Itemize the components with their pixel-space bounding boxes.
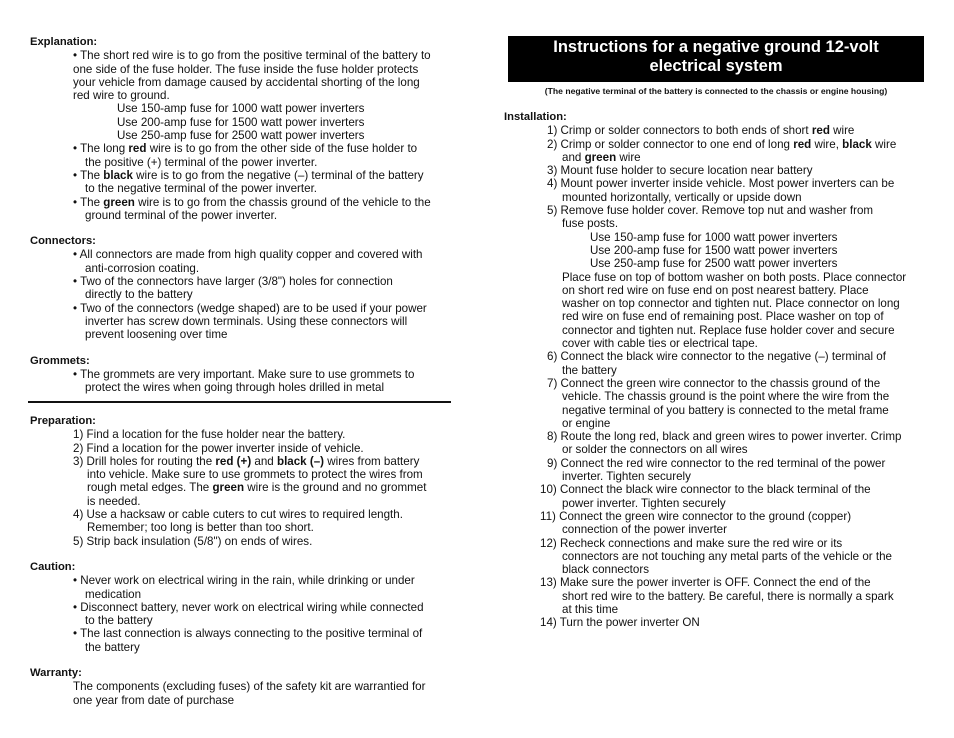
preparation-step-2: 2) Find a location for the power inverter inside of vehicle. [73,441,364,455]
install-step-3: 3) Mount fuse holder to secure location near battery [547,164,813,178]
install-step-8: 8) Route the long red, black and green wires to power inverter. Crimp or solder the connectors on all wires [547,430,902,457]
explanation-heading: Explanation: [30,36,98,48]
explanation-bullet-green: • The green wire is to go from the chassis ground of the vehicle to the ground terminal of the power inverter. [73,195,431,222]
title-subnote: (The negative terminal of the battery is connected to the chassis or engine housing) [544,86,888,96]
install-step-9: 9) Connect the red wire connector to the red terminal of the power inverter. Tighten securely [547,456,886,484]
page-title: Instructions for a negative ground 12-volt electrical system [508,36,924,82]
connectors-item-1: • All connectors are made from high quality copper and covered with anti-corrosion coating. [73,248,423,275]
connectors-item-3: • Two of the connectors (wedge shaped) are to be used if your power inverter has screw down terminals. Using these connectors will prevent loosening over time [73,301,427,342]
preparation-step-3: 3) Drill holes for routing the red (+) and black (–) wires from battery into vehicle. Make sure to use grommets to protect the wires from rough metal edges. The green wire is the ground and no grommet is needed. [73,454,427,508]
preparation-step-5: 5) Strip back insulation (5/8") on ends of wires. [73,534,313,548]
install-step-7: 7) Connect the green wire connector to the chassis ground of the vehicle. The chassis ground is the point where the wire from the negative terminal of you battery is connected to the metal frame or engine [547,376,890,430]
install-step-12: 12) Recheck connections and make sure the red wire or its connectors are not touching any metal parts of the vehicle or the black connectors [540,536,892,577]
install-step-6: 6) Connect the black wire connector to the negative (–) terminal of the battery [547,350,886,377]
grommets-item: • The grommets are very important. Make sure to use grommets to protect the wires when going through holes drilled in metal [73,367,415,395]
installation-heading: Installation: [504,111,567,123]
install-step-11: 11) Connect the green wire connector to the ground (copper) connection of the power inverter [540,509,852,537]
install-step-2: 2) Crimp or solder connector to one end of long red wire, black wire and green wire [547,137,897,164]
install-step-5-details: Place fuse on top of bottom washer on both posts. Place connector on short red wire on fuse end on post nearest battery. Place washer on top connector and tighten nut. Place connector on long red wire on fuse end of remaining post. Place washer on top of connector and tighten nut. Replace fuse holder cover and secure cover with cable ties or electrical tape. [562,270,907,351]
install-step-1: 1) Crimp or solder connectors to both ends of short red wire [547,124,855,138]
caution-item-2: • Disconnect battery, never work on electrical wiring while connected to the battery [73,600,424,628]
left-column [30,36,452,394]
caution-item-3: • The last connection is always connecting to the positive terminal of the battery [73,627,423,654]
install-step-14: 14) Turn the power inverter ON [540,616,700,630]
explanation-bullet-black: • The black wire is to go from the negative (–) terminal of the battery to the negative terminal of the power inverter. [73,168,424,196]
explanation-bullet-1: • The short red wire is to go from the positive terminal of the battery to one side of the fuse holder. The fuse inside the fuse holder protects your vehicle from damage caused by accidental shorting of the long red wire to ground. [73,49,431,103]
explanation-fuse-list: Use 150-amp fuse for 1000 watt power inverters Use 200-amp fuse for 1500 watt power inverters Use 250-amp fuse for 2500 watt power inverters [117,102,365,143]
install-step-4: 4) Mount power inverter inside vehicle. Most power inverters can be mounted horizontally, vertically or upside down [547,177,895,204]
section-divider [28,401,451,403]
caution-heading: Caution: [30,560,76,573]
install-fuse-list: Use 150-amp fuse for 1000 watt power inverters Use 200-amp fuse for 1500 watt power inverters Use 250-amp fuse for 2500 watt power inverters [590,230,838,271]
grommets-heading: Grommets: [30,354,90,367]
preparation-step-4: 4) Use a hacksaw or cable cuters to cut wires to required length. Remember; too long is better than too short. [73,508,403,535]
connectors-heading: Connectors: [30,235,96,248]
preparation-step-1: 1) Find a location for the fuse holder near the battery. [73,428,346,442]
right-column [504,111,926,630]
connectors-item-2: • Two of the connectors have larger (3/8") holes for connection directly to the battery [73,275,393,302]
preparation-heading: Preparation: [30,415,96,427]
left-column-lower [30,415,452,707]
caution-item-1: • Never work on electrical wiring in the rain, while drinking or under medication [73,574,415,601]
explanation-bullet-red: • The long red wire is to go from the other side of the fuse holder to the positive (+) terminal of the power inverter. [73,142,418,169]
install-step-5: 5) Remove fuse holder cover. Remove top nut and washer from fuse posts. [547,204,874,231]
install-step-13: 13) Make sure the power inverter is OFF. Connect the end of the short red wire to the battery. Be careful, there is normally a spark at this time [540,576,894,616]
warranty-heading: Warranty: [30,667,82,680]
warranty-text: The components (excluding fuses) of the safety kit are warrantied for one year from date of purchase [73,680,426,707]
install-step-10: 10) Connect the black wire connector to the black terminal of the power inverter. Tighten securely [540,483,871,510]
